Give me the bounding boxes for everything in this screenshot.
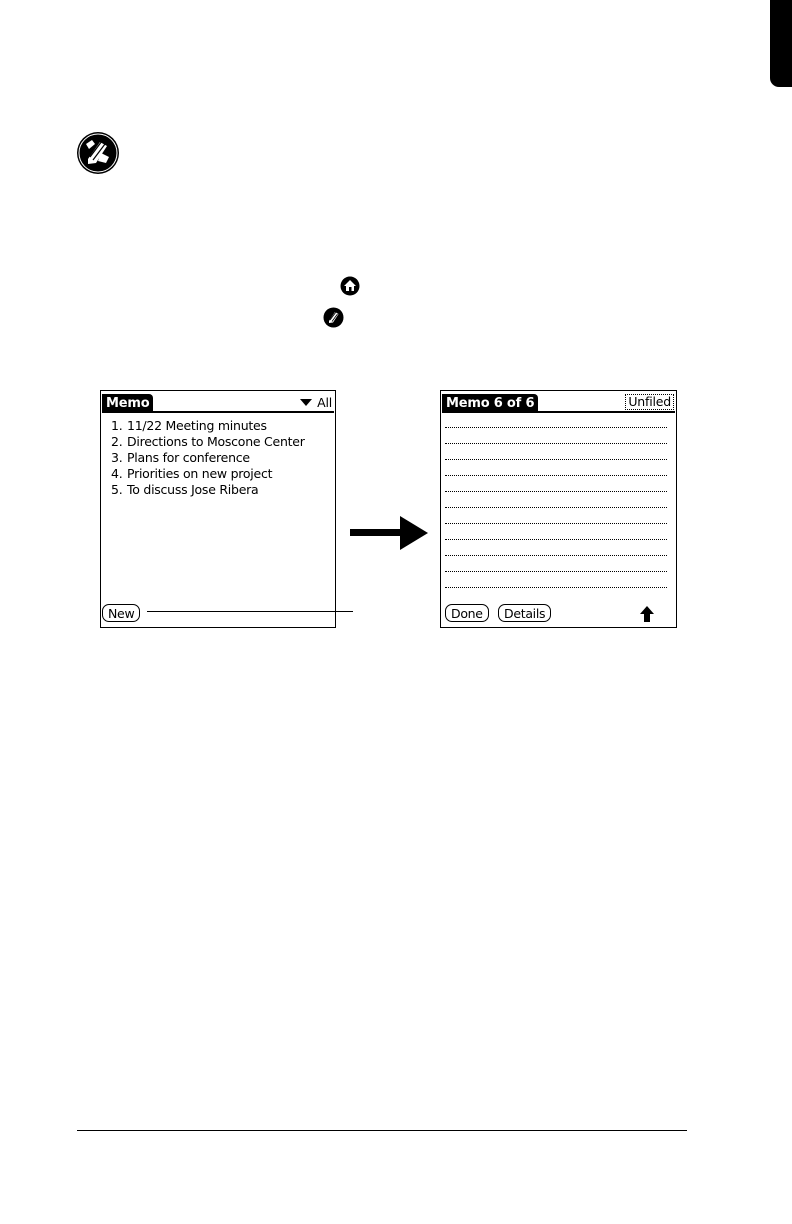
category-label: All <box>317 395 332 410</box>
text-line <box>445 475 667 476</box>
memo-edit-screen <box>440 390 677 628</box>
dropdown-triangle-icon <box>300 399 312 406</box>
text-line <box>445 491 667 492</box>
page-tab <box>770 0 792 87</box>
text-line <box>445 427 667 428</box>
text-line <box>445 587 667 588</box>
category-picker[interactable]: Unfiled <box>625 394 674 410</box>
title-bar <box>442 392 675 414</box>
memo-pad-icon <box>76 131 120 175</box>
details-button[interactable]: Details <box>498 604 551 622</box>
text-line <box>445 539 667 540</box>
title-bar <box>102 392 334 412</box>
text-line <box>445 555 667 556</box>
up-arrow-icon[interactable] <box>640 606 654 622</box>
list-item[interactable]: 3. Plans for conference <box>111 450 250 465</box>
text-line <box>445 443 667 444</box>
callout-line <box>147 611 353 612</box>
memo-title: Memo 6 of 6 <box>442 394 538 411</box>
memo-pad-small-icon <box>323 307 344 328</box>
memo-text-area[interactable] <box>445 427 667 597</box>
category-picker[interactable] <box>300 395 332 410</box>
text-line <box>445 523 667 524</box>
app-title: Memo <box>102 394 153 411</box>
list-item[interactable]: 5. To discuss Jose Ribera <box>111 482 259 497</box>
text-line <box>445 571 667 572</box>
footer-rule <box>77 1130 687 1131</box>
list-item[interactable]: 4. Priorities on new project <box>111 466 273 481</box>
done-button[interactable]: Done <box>445 604 489 622</box>
new-button[interactable]: New <box>102 604 140 622</box>
home-icon <box>340 276 360 296</box>
memo-list-screen <box>100 390 336 628</box>
memo-list <box>111 418 305 498</box>
text-line <box>445 459 667 460</box>
right-arrow-icon <box>350 516 428 550</box>
list-item[interactable]: 1. 11/22 Meeting minutes <box>111 418 267 433</box>
text-line <box>445 507 667 508</box>
list-item[interactable]: 2. Directions to Moscone Center <box>111 434 305 449</box>
title-rule <box>102 411 334 413</box>
title-rule <box>442 411 675 413</box>
